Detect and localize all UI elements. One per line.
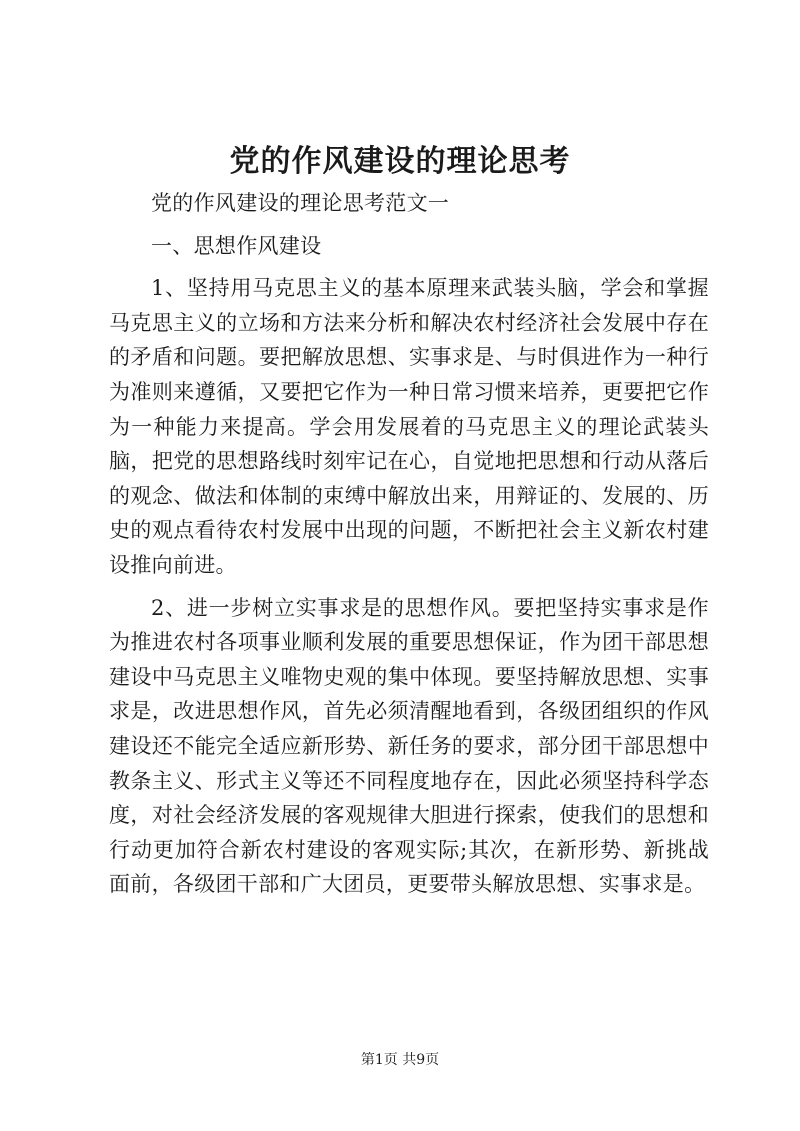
page-number: 第1页 共9页: [360, 1052, 440, 1068]
page-footer: [0, 1050, 800, 1070]
body-paragraph-1: 1、坚持用马克思主义的基本原理来武装头脑，学会和掌握马克思主义的立场和方法来分析和解决农村经济社会发展中存在的矛盾和问题。要把解放思想、实事求是、与时俱进作为一种行为准则来遵循，又要把它作为一种日常习惯来培养，更要把它作为一种能力来提高。学会用发展着的马克思主义的理论武装头脑，把党的思想路线时刻牢记在心，自觉地把思想和行动从落后的观念、做法和体制的束缚中解放出来，用辩证的、发展的、历史的观点看待农村发展中出现的问题，不断把社会主义新农村建设推向前进。: [109, 276, 709, 577]
document-body: [109, 186, 709, 910]
subtitle-paragraph: 党的作风建设的理论思考范文一: [151, 191, 450, 215]
document-title: 党的作风建设的理论思考: [229, 144, 571, 179]
body-paragraph-2: 2、进一步树立实事求是的思想作风。要把坚持实事求是作为推进农村各项事业顺利发展的重要思想保证，作为团干部思想建设中马克思主义唯物史观的集中体现。要坚持解放思想、实事求是，改进思想作风，首先必须清醒地看到，各级团组织的作风建设还不能完全适应新形势、新任务的要求，部分团干部思想中教条主义、形式主义等还不同程度地存在，因此必须坚持科学态度，对社会经济发展的客观规律大胆进行探索，使我们的思想和行动更加符合新农村建设的客观实际;其次，在新形势、新挑战面前，各级团干部和广大团员，更要带头解放思想、实事求是。: [109, 595, 709, 897]
section-heading: 一、思想作风建设: [151, 233, 322, 258]
